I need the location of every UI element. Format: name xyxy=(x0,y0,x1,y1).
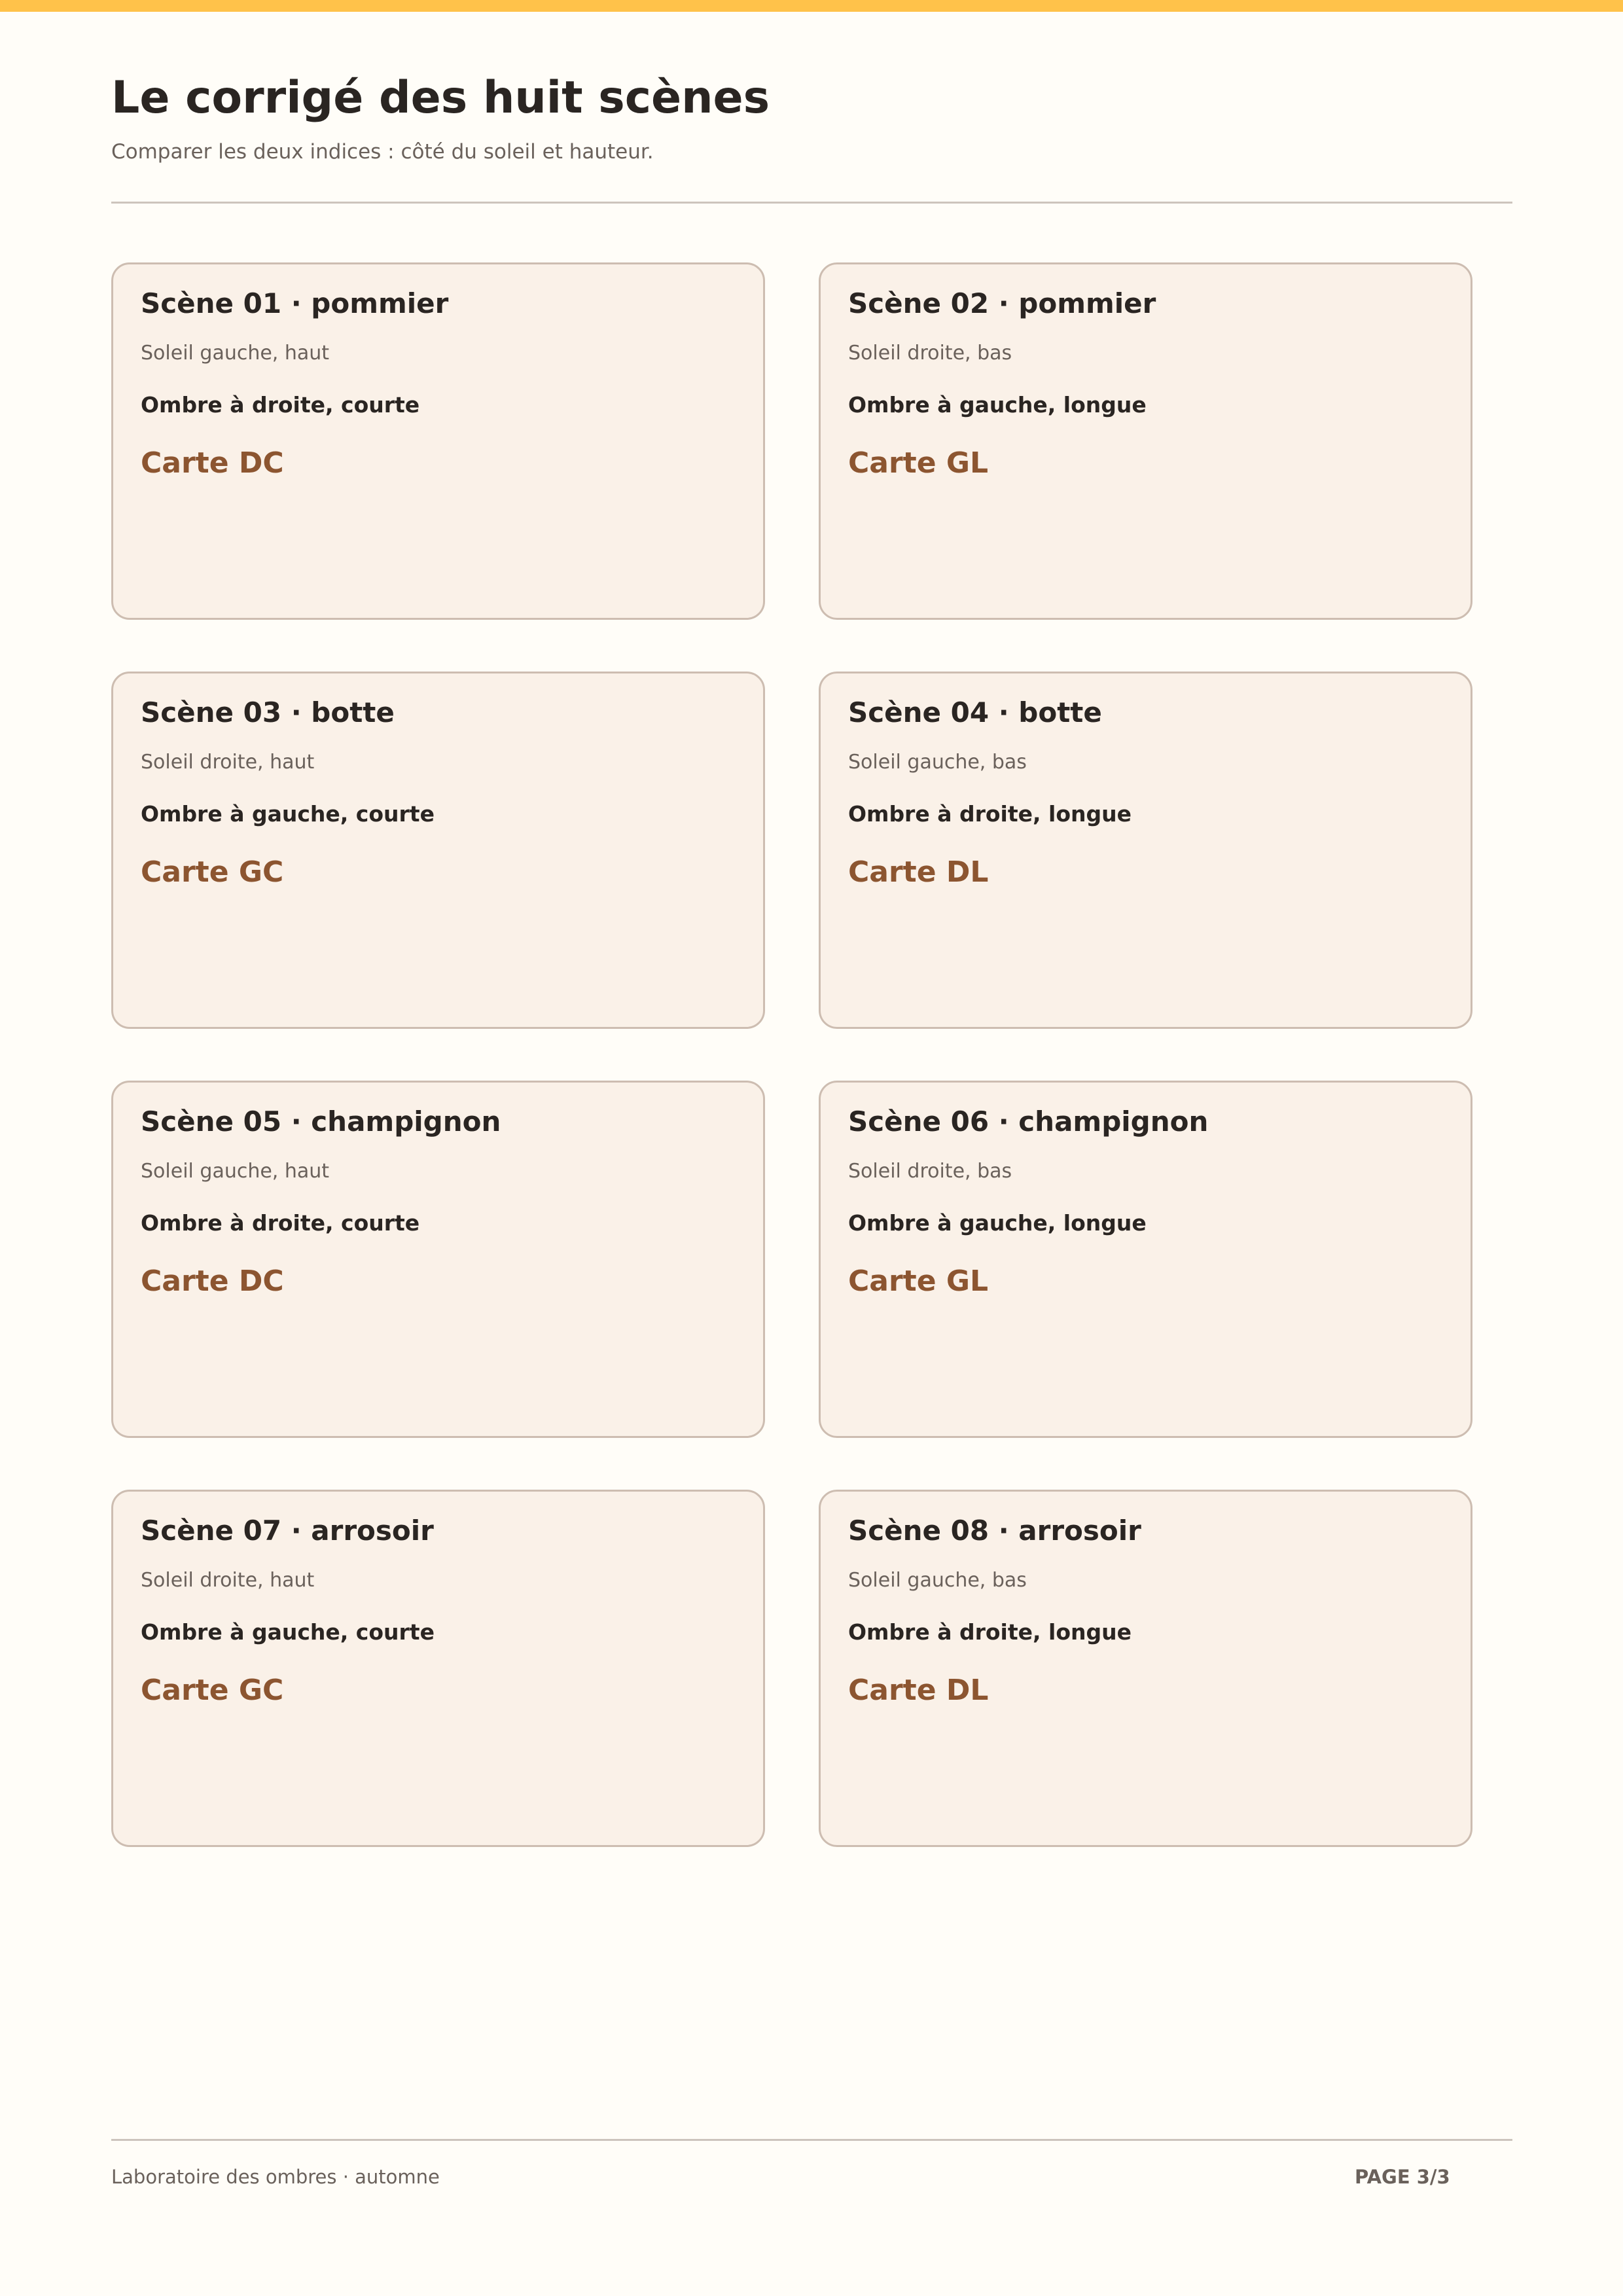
scene-answer: Carte GL xyxy=(848,446,989,480)
scene-answer: Carte GC xyxy=(141,1674,284,1707)
page-number: PAGE 3/3 xyxy=(1355,2166,1450,2188)
scene-answer: Carte GL xyxy=(848,1265,989,1298)
scene-card-03 xyxy=(111,672,765,1029)
scene-title: Scène 07 · arrosoir xyxy=(141,1515,434,1547)
scene-answer: Carte DL xyxy=(848,1674,989,1707)
top-accent-bar xyxy=(0,0,1623,12)
scene-card-05 xyxy=(111,1081,765,1438)
scene-card-02 xyxy=(819,262,1472,620)
scene-sun-clue: Soleil droite, haut xyxy=(141,751,315,774)
scene-title: Scène 05 · champignon xyxy=(141,1105,501,1138)
header-divider xyxy=(111,202,1512,204)
scene-shadow-clue: Ombre à droite, longue xyxy=(848,1619,1132,1645)
scene-title: Scène 01 · pommier xyxy=(141,287,449,319)
page-subtitle: Comparer les deux indices : côté du soleil et hauteur. xyxy=(111,140,654,164)
scene-grid xyxy=(111,262,1472,1847)
scene-title: Scène 08 · arrosoir xyxy=(848,1515,1141,1547)
scene-title: Scène 04 · botte xyxy=(848,696,1102,728)
scene-sun-clue: Soleil droite, bas xyxy=(848,342,1012,365)
scene-shadow-clue: Ombre à gauche, courte xyxy=(141,801,435,827)
scene-shadow-clue: Ombre à droite, courte xyxy=(141,1210,420,1236)
scene-sun-clue: Soleil droite, bas xyxy=(848,1160,1012,1183)
scene-title: Scène 02 · pommier xyxy=(848,287,1156,319)
scene-sun-clue: Soleil droite, haut xyxy=(141,1569,315,1592)
scene-sun-clue: Soleil gauche, bas xyxy=(848,1569,1027,1592)
footer-divider xyxy=(111,2139,1512,2141)
footer-lab-name: Laboratoire des ombres · automne xyxy=(111,2166,440,2188)
scene-sun-clue: Soleil gauche, haut xyxy=(141,342,330,365)
scene-shadow-clue: Ombre à gauche, courte xyxy=(141,1619,435,1645)
scene-answer: Carte GC xyxy=(141,855,284,889)
scene-answer: Carte DL xyxy=(848,855,989,889)
scene-card-06 xyxy=(819,1081,1472,1438)
scene-sun-clue: Soleil gauche, bas xyxy=(848,751,1027,774)
scene-answer: Carte DC xyxy=(141,1265,284,1298)
scene-card-08 xyxy=(819,1490,1472,1847)
scene-card-04 xyxy=(819,672,1472,1029)
scene-shadow-clue: Ombre à gauche, longue xyxy=(848,392,1147,418)
scene-title: Scène 06 · champignon xyxy=(848,1105,1209,1138)
page-title: Le corrigé des huit scènes xyxy=(111,72,770,124)
scene-card-07 xyxy=(111,1490,765,1847)
scene-shadow-clue: Ombre à droite, longue xyxy=(848,801,1132,827)
scene-title: Scène 03 · botte xyxy=(141,696,395,728)
scene-card-01 xyxy=(111,262,765,620)
scene-shadow-clue: Ombre à gauche, longue xyxy=(848,1210,1147,1236)
scene-shadow-clue: Ombre à droite, courte xyxy=(141,392,420,418)
scene-answer: Carte DC xyxy=(141,446,284,480)
scene-sun-clue: Soleil gauche, haut xyxy=(141,1160,330,1183)
